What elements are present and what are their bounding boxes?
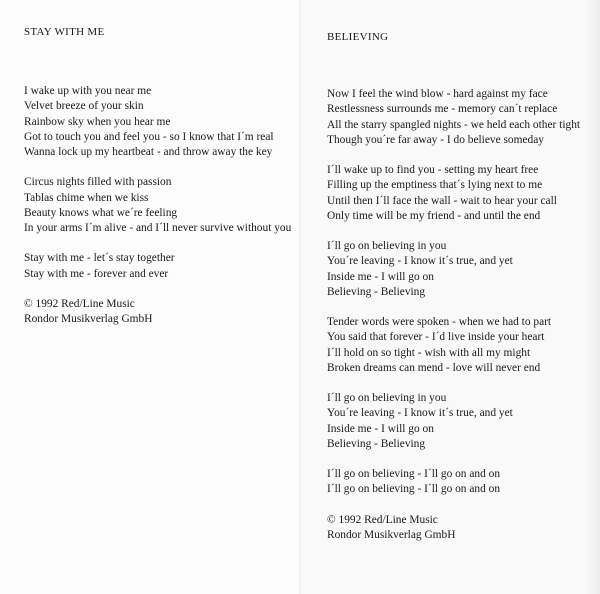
stanza: [327, 239, 580, 300]
lyric-line: Believing - Believing: [327, 285, 426, 298]
stanza: [327, 391, 580, 452]
lyric-line: Inside me - I will go on: [327, 270, 434, 283]
lyric-line: Stay with me - forever and ever: [24, 267, 169, 280]
lyrics-column-right: [327, 30, 580, 558]
lyric-line: Got to touch you and feel you - so I know that I´m real: [24, 130, 274, 143]
stanza: [24, 84, 291, 160]
lyric-line: Wanna lock up my heartbeat - and throw away the key: [24, 146, 273, 159]
lyric-line: Though you´re far away - I do believe someday: [327, 133, 544, 146]
lyric-line: Rondor Musikverlag GmbH: [327, 529, 456, 541]
lyrics-body: [24, 84, 291, 327]
song-title: STAY WITH ME: [24, 26, 105, 38]
lyric-line: Stay with me - let´s stay together: [24, 252, 175, 265]
lyric-line: You´re leaving - I know it´s true, and yet: [327, 255, 513, 268]
lyric-line: Inside me - I will go on: [327, 422, 434, 435]
lyric-line: © 1992 Red/Line Music: [327, 513, 438, 526]
lyrics-body: [327, 87, 580, 543]
lyric-line: All the starry spangled nights - we held each other tight: [327, 118, 581, 131]
lyric-line: Restlessness surrounds me - memory can´t replace: [327, 103, 558, 116]
stanza: [327, 163, 580, 224]
lyric-line: Only time will be my friend - and until the end: [327, 209, 541, 222]
page-fold: [298, 0, 302, 594]
lyric-line: Until then I´ll face the wall - wait to hear your call: [327, 194, 557, 207]
lyric-line: Tablas chime when we kiss: [24, 191, 149, 204]
stanza: [24, 251, 291, 281]
lyrics-column-left: [24, 25, 291, 343]
lyric-line: You´re leaving - I know it´s true, and yet: [327, 407, 513, 420]
lyric-line: Now I feel the wind blow - hard against my face: [327, 88, 548, 101]
stanza: [327, 513, 580, 543]
page-edge-shadow: [586, 0, 600, 594]
lyric-line: I´ll go on believing - I´ll go on and on: [327, 468, 501, 481]
lyric-line: I wake up with you near me: [24, 85, 152, 98]
lyric-line: Velvet breeze of your skin: [24, 100, 144, 113]
stanza: [327, 87, 580, 148]
lyric-line: Tender words were spoken - when we had to part: [327, 316, 552, 329]
lyric-line: Filling up the emptiness that´s lying next to me: [327, 179, 543, 192]
lyric-line: Rainbow sky when you hear me: [24, 115, 171, 128]
lyric-line: © 1992 Red/Line Music: [24, 298, 135, 310]
stanza: [24, 175, 291, 236]
lyric-line: Beauty knows what we´re feeling: [24, 206, 178, 219]
lyric-line: In your arms I´m alive - and I´ll never survive without you: [24, 222, 292, 235]
lyric-line: I´ll wake up to find you - setting my heart free: [327, 164, 539, 177]
stanza: [327, 315, 580, 376]
lyric-line: You said that forever - I´d live inside your heart: [327, 331, 545, 344]
lyric-line: I´ll go on believing - I´ll go on and on: [327, 483, 501, 496]
lyric-line: I´ll hold on so tight - wish with all my might: [327, 346, 531, 359]
stanza: [24, 297, 291, 327]
lyric-line: I´ll go on believing in you: [327, 392, 447, 405]
song-title: BELIEVING: [327, 31, 389, 43]
lyric-line: Broken dreams can mend - love will never end: [327, 361, 541, 374]
lyric-line: I´ll go on believing in you: [327, 240, 447, 253]
stanza: [327, 467, 580, 497]
lyric-line: Rondor Musikverlag GmbH: [24, 313, 153, 326]
lyric-line: Believing - Believing: [327, 437, 426, 450]
lyric-line: Circus nights filled with passion: [24, 176, 172, 189]
